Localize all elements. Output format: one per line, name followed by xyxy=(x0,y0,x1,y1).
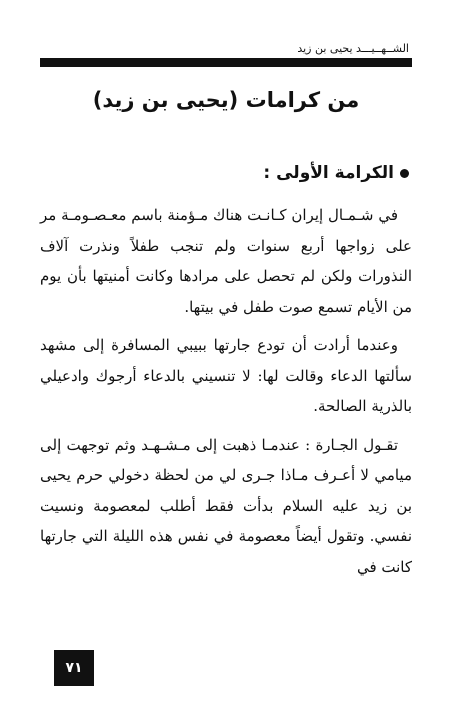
paragraph-1: في شـمـال إيران كـانـت هناك مـؤمنة باسم معـصـومـة مر على زواجها أربع سنوات ولم تنجب طفلاً ونذرت آلاف النذورات ولكن لم تحصل على مرادها وكانت أمنيتها بأن يوم من الأيام تسمع صوت طفل في بيتها. xyxy=(40,206,412,316)
body-text xyxy=(40,200,412,582)
section-heading-text: الكرامة الأولى : xyxy=(263,163,394,183)
paragraph-3: تقـول الجـارة : عندمـا ذهبت إلى مـشـهـد وثم توجهت إلى ميامي لا أعـرف مـاذا جـرى لي من لحظة دخولي حرم يحيى بن زيد عليه السلام بدأت فقط أطلب لمعصومة ونسيت نفسي. وتقول أيضاً معصومة في نفس هذه الليلة التي جارتها كانت في xyxy=(40,435,412,576)
bullet-icon xyxy=(400,169,409,178)
paragraph-2: وعندما أرادت أن تودع جارتها ببيبي المسافرة إلى مشهد سألتها الدعاء وقالت لها: لا تنسيني بالدعاء أرجوك وادعيلي بالذرية الصالحة. xyxy=(40,336,412,415)
header-rule xyxy=(40,58,412,67)
page-title: من كرامات (يحيى بن زيد) xyxy=(92,88,360,112)
running-header: الشــهــيـــد يحيى بن زيد xyxy=(297,42,409,55)
section-heading xyxy=(263,163,409,183)
page-number: ٧١ xyxy=(54,650,94,686)
